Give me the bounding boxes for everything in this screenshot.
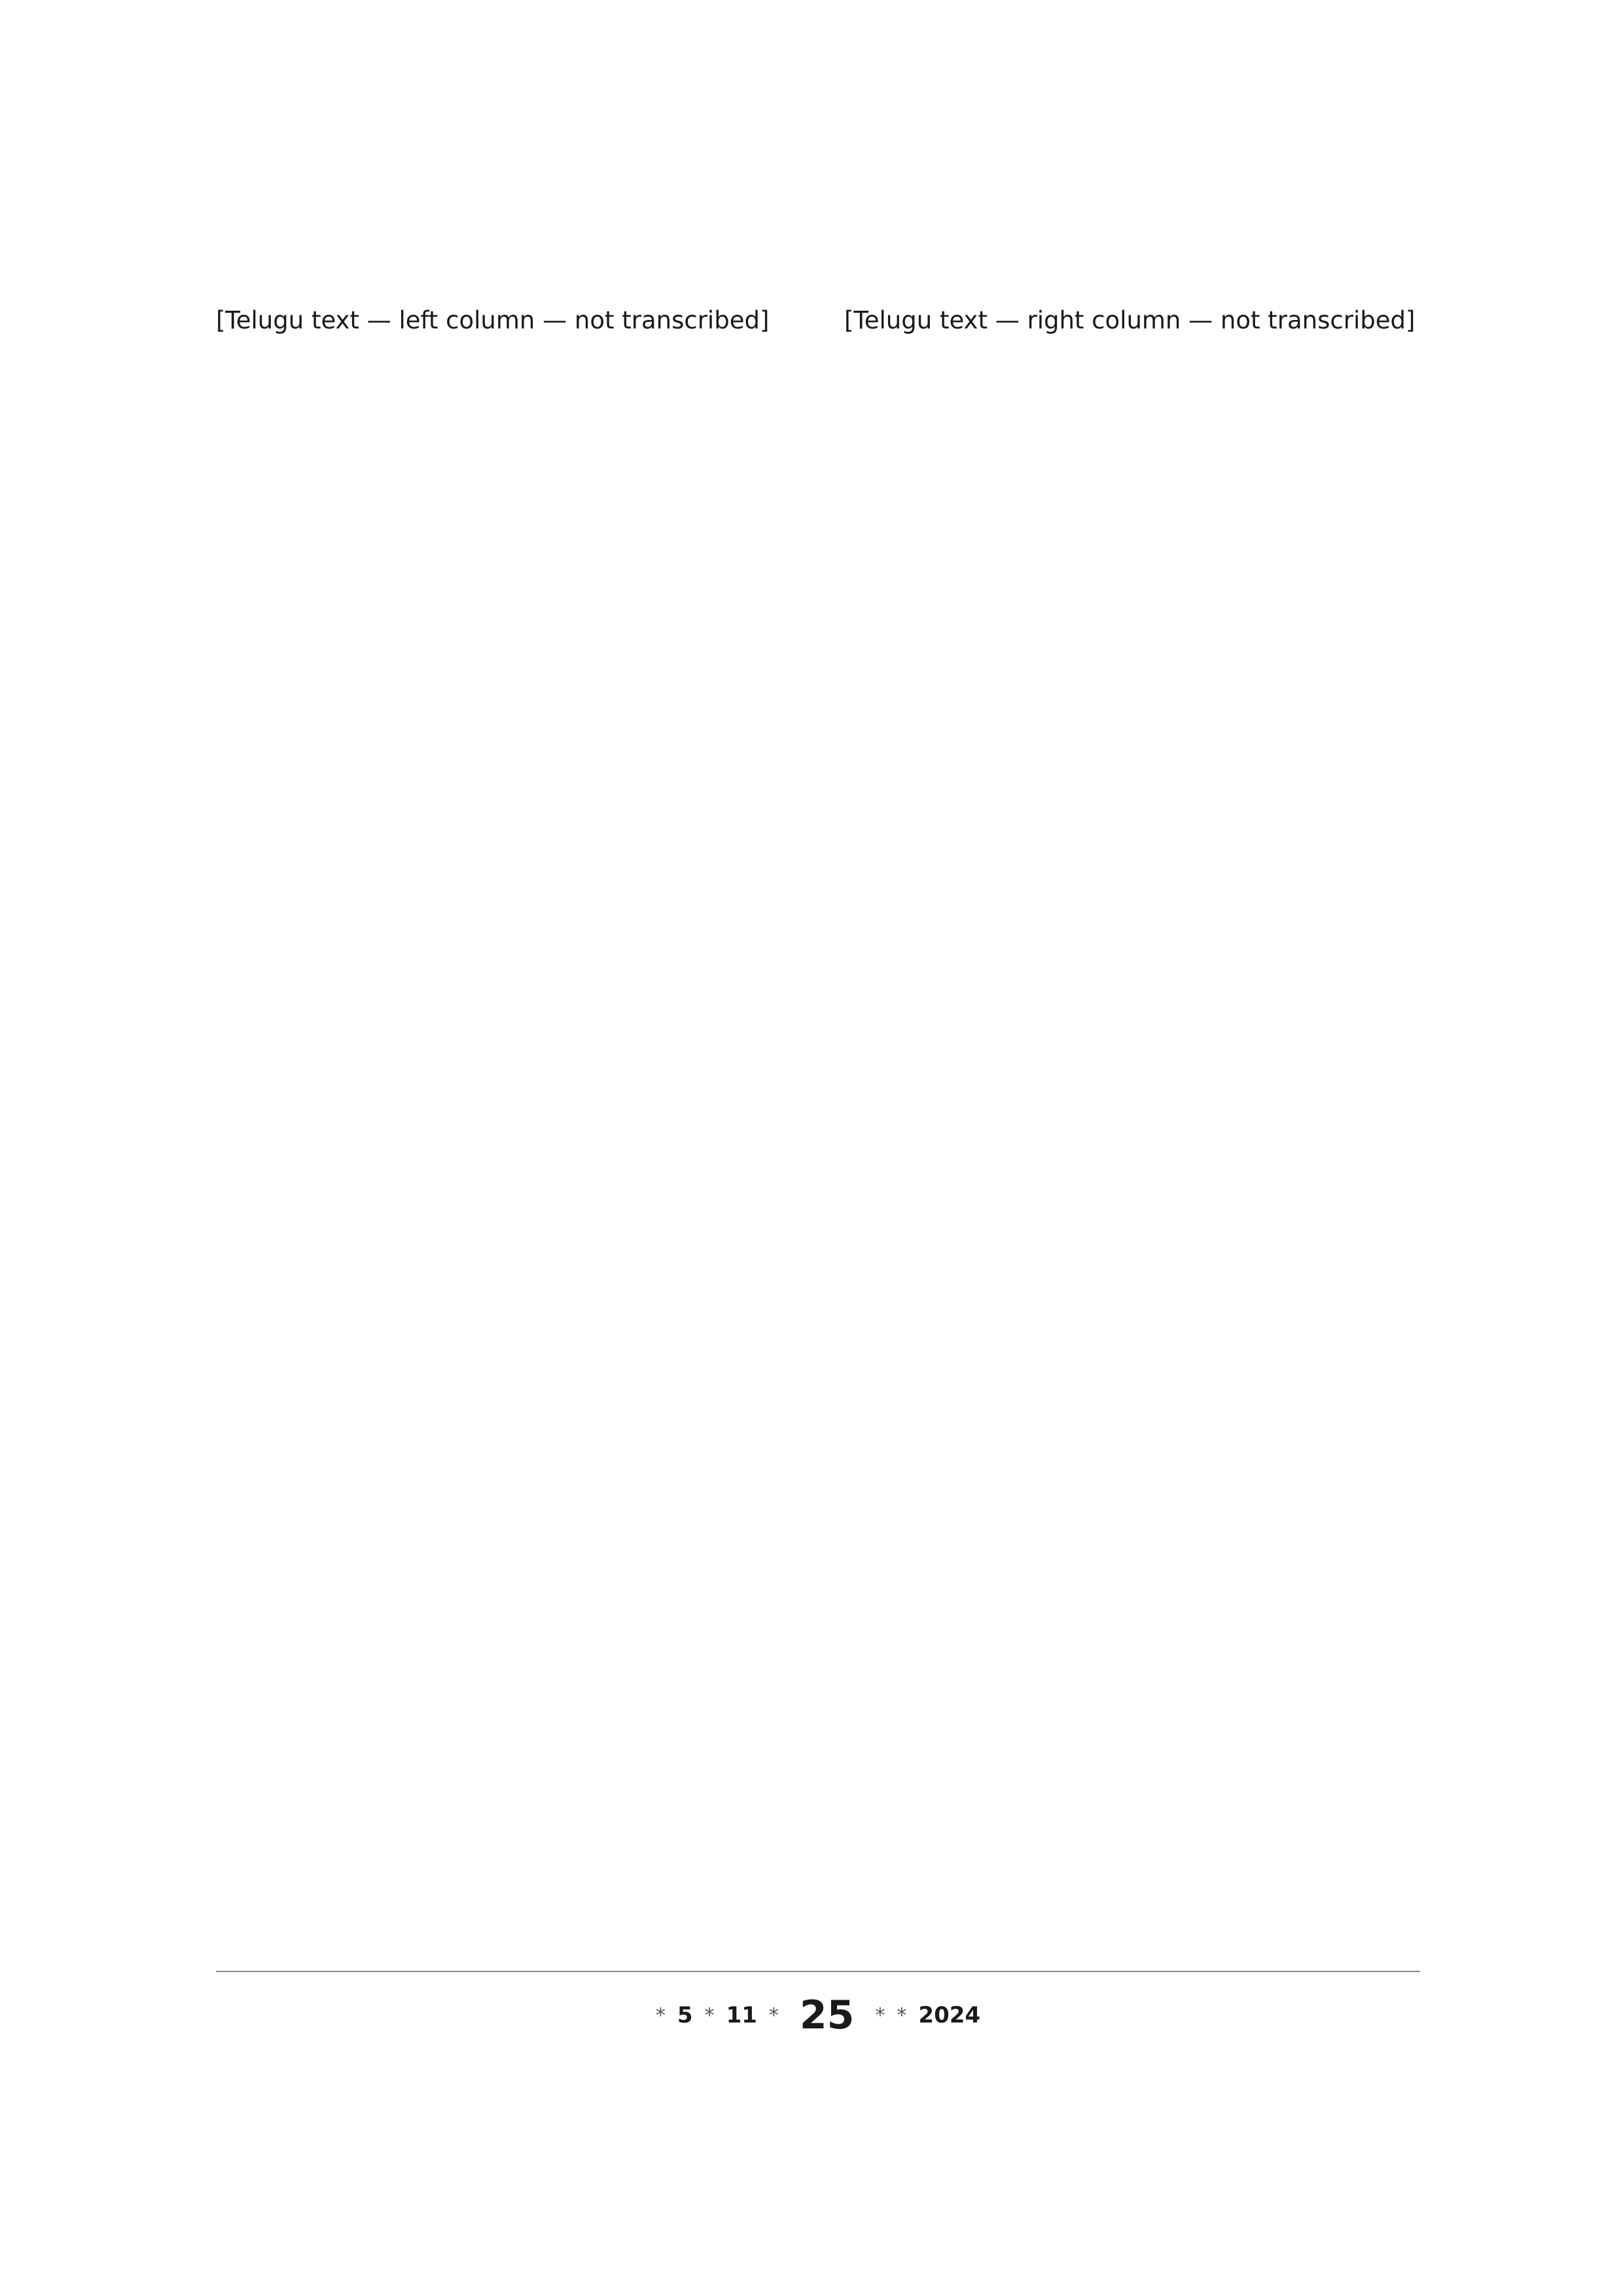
separator-icon: * (875, 2004, 885, 2027)
page-footer (216, 1989, 1420, 2041)
footer-issue: 11 (726, 2002, 757, 2028)
paragraph: [Telugu text — left column — not transcribed] (216, 306, 770, 334)
paragraph: [Telugu text — right column — not transcribed] (844, 306, 1416, 334)
separator-icon: * (704, 2004, 715, 2027)
right-column (844, 298, 1420, 2130)
footer-divider (216, 1971, 1420, 1972)
left-column (216, 298, 792, 2130)
footer-year: 2024 (918, 2002, 981, 2028)
separator-icon: * (897, 2004, 907, 2027)
article-body (216, 298, 1420, 2130)
footer-volume: 5 (677, 2002, 693, 2028)
page-number: 25 (799, 1992, 855, 2038)
separator-icon: * (655, 2004, 666, 2027)
separator-icon: * (768, 2004, 779, 2027)
